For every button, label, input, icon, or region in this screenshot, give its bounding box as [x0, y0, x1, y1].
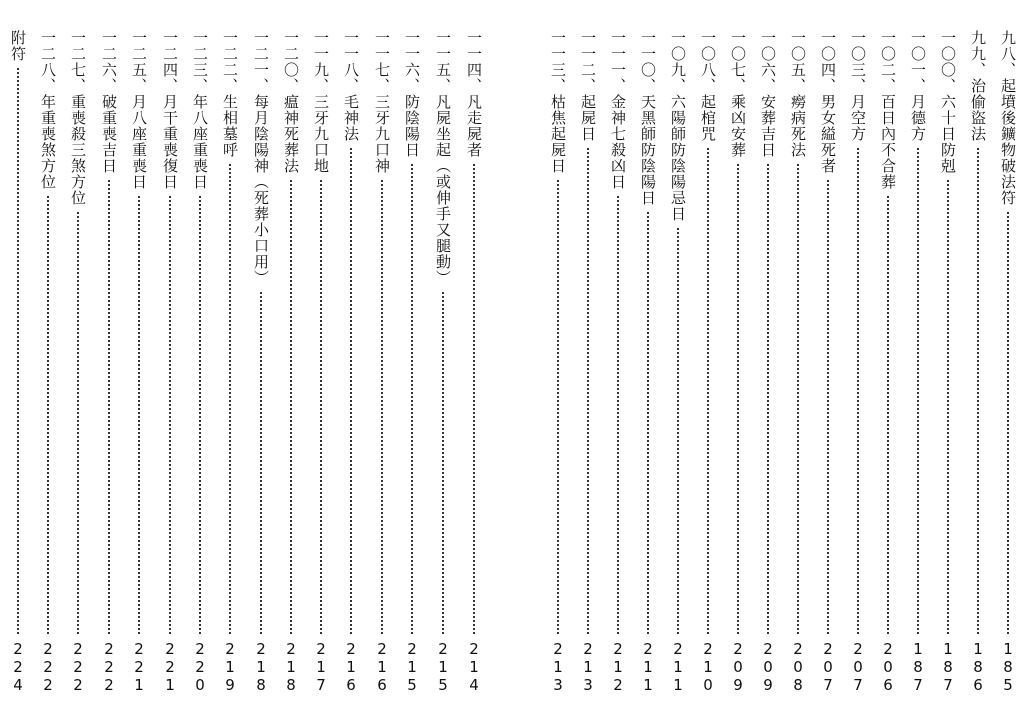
toc-entry-page: 186 — [969, 640, 987, 694]
toc-entry-page: 222 — [69, 640, 87, 694]
toc-entry-title: 一一三、枯焦起屍日 — [549, 30, 567, 174]
toc-entry — [546, 30, 570, 698]
toc-dot-leader — [587, 148, 589, 634]
toc-entry-title: 一二七、重喪殺三煞方位 — [69, 30, 87, 206]
toc-dot-leader — [320, 180, 322, 634]
toc-entry-page: 210 — [699, 640, 717, 694]
toc-entry — [462, 30, 486, 698]
toc-dot-leader — [381, 180, 383, 634]
toc-entry — [249, 30, 273, 698]
toc-entry-page: 222 — [39, 640, 57, 694]
toc-dot-leader — [1007, 212, 1009, 634]
toc-entry — [309, 30, 333, 698]
toc-entry-title: 一二六、破重喪吉日 — [100, 30, 118, 174]
toc-entry — [158, 30, 182, 698]
toc-dot-leader — [77, 212, 79, 634]
toc-entry — [370, 30, 394, 698]
toc-entry-page: 211 — [669, 640, 687, 694]
toc-entry-page: 207 — [849, 640, 867, 694]
toc-entry-page: 206 — [879, 640, 897, 694]
toc-entry-title: 一〇七、乘凶安葬 — [729, 30, 747, 158]
toc-entry-title: 一〇五、癆病死法 — [789, 30, 807, 158]
toc-entry-page: 207 — [819, 640, 837, 694]
toc-entry-title: 九九、治偷盜法 — [969, 30, 987, 142]
toc-entry-page: 187 — [939, 640, 957, 694]
toc-entry-title: 一二〇、瘟神死葬法 — [282, 30, 300, 174]
toc-entry — [339, 30, 363, 698]
toc-entry-title: 一二五、月八座重喪日 — [130, 30, 148, 190]
toc-entry-page: 187 — [909, 640, 927, 694]
toc-dot-leader — [411, 164, 413, 634]
left-page-toc — [0, 0, 500, 724]
toc-entry-page: 222 — [100, 640, 118, 694]
toc-entry-page: 209 — [759, 640, 777, 694]
toc-entry — [127, 30, 151, 698]
toc-entry-title: 一〇二、百日內不合葬 — [879, 30, 897, 190]
toc-entry-page: 219 — [221, 640, 239, 694]
toc-dot-leader — [169, 196, 171, 634]
toc-entry — [906, 30, 930, 698]
toc-entry-title: 附符 — [9, 30, 27, 62]
toc-entry — [786, 30, 810, 698]
toc-dot-leader — [290, 180, 292, 634]
toc-entry-page: 221 — [161, 640, 179, 694]
toc-entry-title: 九八、起墳後鑛物破法符 — [999, 30, 1017, 206]
toc-entry — [636, 30, 660, 698]
toc-dot-leader — [917, 148, 919, 634]
toc-entry — [966, 30, 990, 698]
toc-entry-page: 216 — [373, 640, 391, 694]
toc-dot-leader — [199, 196, 201, 634]
right-page-toc — [520, 0, 1024, 724]
toc-entry-title: 一二二、生相墓呼 — [221, 30, 239, 158]
toc-entry-page: 209 — [729, 640, 747, 694]
toc-entry-title: 一二八、年重喪煞方位 — [39, 30, 57, 190]
toc-entry-page: 218 — [252, 640, 270, 694]
toc-dot-leader — [108, 180, 110, 634]
toc-entry — [816, 30, 840, 698]
toc-entry-title: 一一八、毛神法 — [342, 30, 360, 142]
toc-dot-leader — [887, 196, 889, 634]
toc-entry-title: 一二四、月干重喪復日 — [161, 30, 179, 190]
toc-entry-title: 一一七、三牙九口神 — [373, 30, 391, 174]
toc-entry — [400, 30, 424, 698]
toc-dot-leader — [857, 148, 859, 634]
toc-dot-leader — [350, 148, 352, 634]
toc-entry-title: 一〇〇、六十日防剋 — [939, 30, 957, 174]
toc-entry-title: 一一二、起屍日 — [579, 30, 597, 142]
toc-entry-title: 一〇九、六陽師防陰陽忌日 — [669, 30, 687, 222]
toc-dot-leader — [557, 180, 559, 634]
toc-entry-title: 一一六、防陰陽日 — [403, 30, 421, 158]
toc-entry-title: 一〇四、男女縊死者 — [819, 30, 837, 174]
toc-entry-title: 一一四、凡走屍者 — [465, 30, 483, 158]
toc-entry — [6, 30, 30, 698]
toc-dot-leader — [767, 164, 769, 634]
toc-entry — [756, 30, 780, 698]
toc-entry — [696, 30, 720, 698]
toc-entry-title: 一〇三、月空方 — [849, 30, 867, 142]
toc-entry-title: 一二一、每月陰陽神（死葬小口用） — [252, 30, 270, 286]
toc-entry — [996, 30, 1020, 698]
toc-entry — [606, 30, 630, 698]
toc-dot-leader — [442, 292, 444, 634]
toc-entry-title: 一二三、年八座重喪日 — [191, 30, 209, 190]
toc-entry — [188, 30, 212, 698]
toc-dot-leader — [707, 148, 709, 634]
toc-entry-page: 212 — [609, 640, 627, 694]
toc-entry-page: 214 — [465, 640, 483, 694]
toc-entry-page: 185 — [999, 640, 1017, 694]
toc-entry-page: 213 — [579, 640, 597, 694]
toc-entry-page: 213 — [549, 640, 567, 694]
toc-entry — [726, 30, 750, 698]
toc-entry — [97, 30, 121, 698]
toc-entry-title: 一一九、三牙九口地 — [312, 30, 330, 174]
toc-entry-page: 218 — [282, 640, 300, 694]
toc-entry — [431, 30, 455, 698]
toc-entry — [36, 30, 60, 698]
toc-entry — [279, 30, 303, 698]
toc-dot-leader — [647, 212, 649, 634]
toc-entry-title: 一〇一、月德方 — [909, 30, 927, 142]
toc-entry-page: 211 — [639, 640, 657, 694]
toc-entry-page: 224 — [9, 640, 27, 694]
toc-entry-page: 215 — [403, 640, 421, 694]
toc-entry — [66, 30, 90, 698]
toc-dot-leader — [138, 196, 140, 634]
toc-dot-leader — [17, 68, 19, 634]
toc-dot-leader — [737, 164, 739, 634]
toc-dot-leader — [797, 164, 799, 634]
toc-dot-leader — [47, 196, 49, 634]
toc-dot-leader — [260, 292, 262, 634]
toc-dot-leader — [473, 164, 475, 634]
toc-entry-title: 一一五、凡屍坐起（或伸手又腿動） — [434, 30, 452, 286]
toc-dot-leader — [977, 148, 979, 634]
toc-entry-page: 220 — [191, 640, 209, 694]
toc-entry-title: 一一〇、天黑師防陰陽日 — [639, 30, 657, 206]
toc-entry-page: 221 — [130, 640, 148, 694]
toc-entry-page: 208 — [789, 640, 807, 694]
toc-dot-leader — [229, 164, 231, 634]
toc-dot-leader — [677, 228, 679, 634]
toc-dot-leader — [947, 180, 949, 634]
toc-entry-title: 一一一、金神七殺凶日 — [609, 30, 627, 190]
toc-entry — [846, 30, 870, 698]
toc-entry — [666, 30, 690, 698]
toc-entry-page: 217 — [312, 640, 330, 694]
toc-dot-leader — [617, 196, 619, 634]
toc-entry-title: 一〇六、安葬吉日 — [759, 30, 777, 158]
toc-dot-leader — [827, 180, 829, 634]
toc-entry-page: 215 — [434, 640, 452, 694]
toc-entry-title: 一〇八、起棺咒 — [699, 30, 717, 142]
toc-entry — [576, 30, 600, 698]
toc-entry-page: 216 — [342, 640, 360, 694]
toc-entry — [876, 30, 900, 698]
toc-entry — [218, 30, 242, 698]
toc-entry — [936, 30, 960, 698]
